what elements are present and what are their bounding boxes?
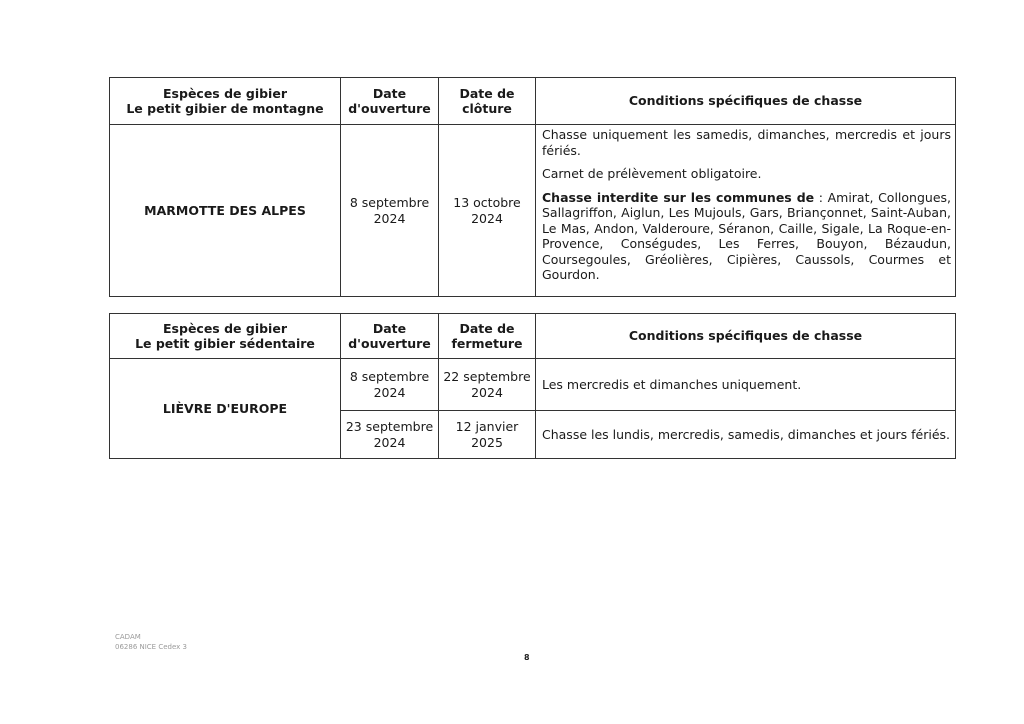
conditions-header: Conditions spécifiques de chasse	[536, 78, 956, 125]
conditions-cell	[536, 125, 956, 297]
conditions-cell: Les mercredis et dimanches uniquement.	[536, 359, 956, 411]
opening-date-cell: 8 septembre 2024	[341, 359, 439, 411]
closing-date-cell: 22 septembre 2024	[439, 359, 536, 411]
species-header: Espèces de gibier Le petit gibier de montagne	[110, 78, 341, 125]
condition-communes	[542, 190, 951, 283]
communes-label: Chasse interdite sur les communes de	[542, 189, 815, 205]
species-header: Espèces de gibier Le petit gibier sédentaire	[110, 314, 341, 359]
table-header-row	[110, 78, 956, 125]
conditions-header: Conditions spécifiques de chasse	[536, 314, 956, 359]
marmotte-table	[109, 77, 956, 297]
opening-date-cell: 8 septembre 2024	[341, 125, 439, 297]
closing-date-cell: 12 janvier 2025	[439, 411, 536, 459]
species-cell: LIÈVRE D'EUROPE	[110, 359, 341, 459]
opening-date-cell: 23 septembre 2024	[341, 411, 439, 459]
opening-date-header: Date d'ouverture	[341, 314, 439, 359]
page-number: 8	[524, 653, 530, 662]
condition-carnet: Carnet de prélèvement obligatoire.	[542, 166, 762, 181]
table-header-row	[110, 314, 956, 359]
footer-address: CADAM 06286 NICE Cedex 3	[115, 633, 187, 651]
lievre-table	[109, 313, 956, 459]
conditions-cell: Chasse les lundis, mercredis, samedis, dimanches et jours fériés.	[536, 411, 956, 459]
table-row	[110, 359, 956, 411]
closing-date-header: Date de clôture	[439, 78, 536, 125]
closing-date-header: Date de fermeture	[439, 314, 536, 359]
table-row	[110, 125, 956, 297]
opening-date-header: Date d'ouverture	[341, 78, 439, 125]
species-cell: MARMOTTE DES ALPES	[110, 125, 341, 297]
condition-days: Chasse uniquement les samedis, dimanches, mercredis et jours fériés.	[542, 127, 951, 158]
communes-list: : Amirat, Collongues, Sallagriffon, Aiglun, Les Mujouls, Gars, Briançonnet, Saint-Auban, Le Mas, Andon, Valderoure, Séranon, Caille, Sigale, La Roque-en-Provence, Conségudes, Les Ferres, Bouyon, Bézaudun, Coursegoules, Gréolières, Cipières, Caussols, Courmes et Gourdon.	[542, 189, 951, 282]
closing-date-cell: 13 octobre 2024	[439, 125, 536, 297]
